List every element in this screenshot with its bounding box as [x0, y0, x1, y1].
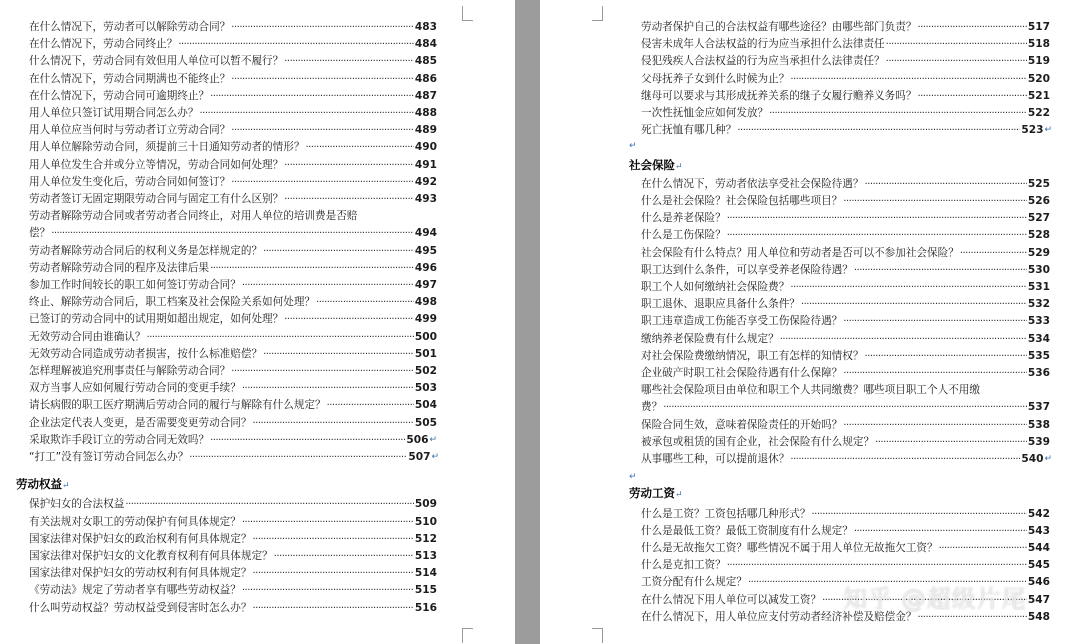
toc-entry-title: 什么是克扣工资？	[641, 559, 726, 572]
dot-leader	[864, 348, 1026, 365]
toc-entry-title: 在什么情况下，劳动合同可逾期终止？	[29, 89, 210, 102]
toc-entry-title: 用人单位解除劳动合同，须提前三十日通知劳动者的情形？	[29, 141, 305, 154]
toc-page-number: 487	[414, 89, 437, 102]
toc-entry[interactable]	[29, 496, 437, 513]
toc-page-number: 507	[408, 451, 431, 463]
toc-page-number: 529	[1027, 246, 1050, 259]
toc-entry-title: 保险合同生效，意味着保险责任的开始吗？	[641, 418, 843, 431]
toc-entry[interactable]	[29, 191, 437, 208]
toc-entry[interactable]	[641, 105, 1050, 122]
toc-entry-title: 费？	[641, 401, 663, 414]
toc-page-left	[0, 0, 515, 644]
toc-entry[interactable]	[641, 122, 1052, 139]
toc-entry-title: 社会保险有什么特点？用人单位和劳动者是否可以不参加社会保险？	[641, 246, 959, 259]
paragraph-mark: ↵	[429, 434, 437, 445]
paragraph-mark: ↵	[629, 141, 637, 152]
dot-leader	[284, 53, 414, 70]
toc-entry[interactable]	[641, 210, 1050, 227]
toc-entry[interactable]	[29, 174, 437, 191]
toc-page-number: 522	[1027, 107, 1050, 119]
toc-entry-title: 侵犯残疾人合法权益的行为应当承担什么法律责任？	[641, 55, 885, 68]
toc-entry-title: 什么是社会保险？社会保险包括哪些项目？	[641, 195, 843, 207]
toc-page-number: 501	[414, 347, 437, 360]
dot-leader	[886, 53, 1027, 70]
toc-page-number: 510	[414, 515, 437, 528]
toc-entry-title: 国家法律对保护妇女的政治权利有何具体规定？	[29, 532, 252, 545]
toc-entry[interactable]	[641, 348, 1050, 365]
toc-entry-title: 职工退休、退职应具备什么条件？	[641, 298, 800, 311]
toc-entry[interactable]	[641, 227, 1050, 244]
toc-entry-title: 劳动者解除劳动合同或者劳动者合同终止，对用人单位的培训费是否赔	[29, 210, 358, 223]
toc-page-number: 523	[1021, 124, 1044, 137]
toc-page-number: 535	[1027, 349, 1050, 362]
dot-leader	[886, 36, 1027, 53]
toc-page-number: 505	[414, 416, 437, 429]
toc-page-number: 514	[414, 567, 437, 580]
section-heading: 劳动权益↵	[16, 477, 70, 492]
dot-leader	[939, 540, 1027, 557]
toc-entry[interactable]	[641, 19, 1050, 36]
toc-page-number: 544	[1027, 542, 1050, 554]
toc-page-number: 540	[1021, 453, 1044, 465]
toc-entry[interactable]	[641, 331, 1050, 348]
toc-page-number: 492	[414, 175, 437, 188]
toc-entry-title: 有关法规对女职工的劳动保护有何具体规定？	[29, 515, 241, 528]
toc-page-number: 495	[414, 244, 437, 257]
toc-entry-title: 在什么情况下用人单位可以减发工资？	[641, 593, 822, 606]
dot-leader	[875, 434, 1027, 451]
dot-leader	[843, 365, 1027, 382]
dot-leader	[231, 19, 414, 36]
toc-page-number: 542	[1027, 507, 1050, 520]
toc-page-number: 496	[414, 261, 437, 274]
toc-entry[interactable]	[641, 296, 1050, 313]
toc-entry[interactable]	[29, 565, 437, 582]
toc-entry-title: 在什么情况下，劳动合同终止？	[29, 38, 178, 51]
toc-entry-title: 国家法律对保护妇女的文化教育权利有何具体规定？	[29, 550, 273, 562]
toc-entry-title: “打工”没有签订劳动合同怎么办？	[29, 451, 189, 463]
dot-leader	[843, 193, 1027, 210]
toc-entry-title: 什么是工资？工资包括哪几种形式？	[641, 507, 811, 520]
toc-page-number: 504	[414, 399, 437, 412]
paragraph-mark: ↵	[1044, 125, 1052, 136]
toc-entry[interactable]	[29, 311, 437, 328]
toc-entry-title: 劳动者保护自己的合法权益有哪些途径？由哪些部门负责？	[641, 21, 917, 33]
dot-leader	[727, 557, 1027, 574]
dot-leader	[178, 36, 414, 53]
toc-entry[interactable]	[29, 157, 437, 174]
toc-entry-title: 父母抚养子女到什么时候为止？	[641, 72, 790, 85]
dot-leader	[252, 531, 413, 548]
toc-page-number: 518	[1027, 38, 1050, 51]
dot-leader	[843, 313, 1027, 330]
toc-entry[interactable]	[29, 88, 437, 105]
toc-entry-title: 工资分配有什么规定？	[641, 576, 747, 589]
paragraph-mark: ↵	[1044, 454, 1052, 464]
dot-leader	[284, 311, 414, 328]
dot-leader	[263, 346, 414, 363]
dot-leader	[210, 432, 405, 449]
dot-leader	[854, 523, 1027, 540]
toc-page-number: 536	[1027, 367, 1050, 379]
toc-entry-title: 终止、解除劳动合同后，职工档案及社会保险关系如何处理？	[29, 296, 316, 309]
toc-entry-title: 缴纳养老保险费有什么规定？	[641, 332, 779, 345]
corner-crop-mark	[592, 628, 603, 643]
toc-entry[interactable]	[29, 432, 437, 449]
toc-entry-title: 用人单位发生变化后，劳动合同如何签订？	[29, 175, 231, 188]
toc-entry[interactable]	[29, 53, 437, 70]
toc-page-number: 503	[414, 382, 437, 395]
dot-leader	[663, 399, 1027, 416]
toc-entry[interactable]	[641, 540, 1050, 557]
dot-leader	[284, 157, 414, 174]
toc-page-number: 500	[414, 330, 437, 343]
toc-page-number: 506	[406, 433, 429, 446]
toc-entry-title: 被承包或租赁的国有企业，社会保险有什么规定？	[641, 435, 875, 448]
toc-page-number: 520	[1027, 72, 1050, 85]
dot-leader	[147, 329, 414, 346]
toc-entry[interactable]	[29, 36, 437, 53]
dot-leader	[737, 122, 1020, 139]
toc-entry-title: 职工个人如何缴纳社会保险费？	[641, 281, 790, 293]
toc-entry[interactable]	[29, 548, 437, 565]
dot-leader	[327, 397, 414, 414]
toc-entry[interactable]	[641, 279, 1050, 296]
toc-page-number: 525	[1027, 177, 1050, 190]
corner-crop-mark	[462, 6, 473, 21]
dot-leader	[316, 294, 414, 311]
toc-page-number: 502	[414, 365, 437, 377]
toc-entry-title: 已签订的劳动合同中的试用期如超出规定，如何处理？	[29, 313, 284, 326]
section-heading: 劳动工资↵	[629, 486, 683, 501]
toc-page-number: 489	[414, 124, 437, 137]
toc-entry-title: 什么情况下，劳动合同有效但用人单位可以暂不履行？	[29, 55, 284, 68]
dot-leader	[790, 451, 1020, 468]
toc-entry[interactable]	[29, 277, 437, 294]
dot-leader	[917, 88, 1026, 105]
toc-entry[interactable]	[641, 176, 1050, 193]
toc-entry-title: 什么是养老保险？	[641, 212, 726, 225]
toc-entry-title: 什么叫劳动权益？劳动权益受到侵害时怎么办？	[29, 601, 252, 614]
toc-entry[interactable]	[29, 531, 437, 548]
dot-leader	[252, 565, 413, 582]
toc-entry[interactable]	[641, 193, 1050, 210]
dot-leader	[189, 449, 407, 466]
dot-leader	[200, 105, 414, 122]
section-heading: 社会保险↵	[629, 157, 683, 172]
dot-leader	[843, 417, 1027, 434]
toc-entry-title: 企业破产时职工社会保险待遇有什么保障？	[641, 367, 843, 379]
toc-entry-title: 什么是最低工资？最低工资制度有什么规定？	[641, 524, 853, 537]
toc-page-number: 512	[414, 532, 437, 545]
toc-page-number: 548	[1027, 610, 1050, 623]
corner-crop-mark	[592, 6, 603, 21]
toc-entry-title: 双方当事人应如何履行劳动合同的变更手续？	[29, 382, 241, 395]
toc-page-number: 497	[414, 279, 437, 291]
toc-entry-title: 无效劳动合同由谁确认？	[29, 330, 146, 343]
dot-leader	[790, 71, 1027, 88]
toc-entry[interactable]	[29, 122, 437, 139]
toc-entry-title: 企业法定代表人变更，是否需要变更劳动合同？	[29, 416, 252, 429]
dot-leader	[769, 105, 1027, 122]
toc-entry[interactable]	[641, 245, 1050, 262]
toc-page-number: 513	[414, 550, 437, 562]
toc-page-number: 538	[1027, 418, 1050, 431]
toc-entry-title: 死亡抚恤有哪几种？	[641, 124, 737, 137]
toc-page-number: 509	[414, 498, 437, 511]
toc-entry-title: 对社会保险费缴纳情况，职工有怎样的知情权？	[641, 349, 864, 362]
toc-entry[interactable]	[641, 88, 1050, 105]
paragraph-mark: ↵	[675, 161, 683, 172]
dot-leader	[801, 296, 1027, 313]
dot-leader	[284, 191, 414, 208]
dot-leader	[263, 243, 414, 260]
toc-page-number: 532	[1027, 298, 1050, 311]
toc-entry[interactable]	[29, 380, 437, 397]
toc-entry[interactable]	[641, 506, 1050, 523]
toc-entry-title: 参加工作时间较长的职工如何签订劳动合同？	[29, 279, 241, 291]
toc-entry[interactable]	[29, 225, 437, 242]
toc-entry[interactable]	[29, 363, 437, 380]
toc-entry-title: 在什么情况下，劳动者可以解除劳动合同？	[29, 21, 231, 33]
dot-leader	[727, 227, 1027, 244]
dot-leader	[231, 71, 414, 88]
toc-entry[interactable]	[641, 71, 1050, 88]
toc-page-number: 516	[414, 601, 437, 614]
toc-page-number: 519	[1027, 55, 1050, 68]
dot-leader	[242, 380, 414, 397]
toc-entry[interactable]	[641, 365, 1050, 382]
toc-page-right	[540, 0, 1080, 644]
toc-page-number: 530	[1027, 263, 1050, 276]
toc-page-number: 486	[414, 72, 437, 85]
toc-entry-title: 国家法律对保护妇女的劳动权利有何具体规定？	[29, 567, 252, 580]
toc-entry[interactable]	[641, 557, 1050, 574]
toc-entry-title: 劳动者解除劳动合同的程序及法律后果	[29, 261, 210, 274]
toc-entry[interactable]	[29, 329, 437, 346]
toc-entry-title: 职工违章造成工伤能否享受工伤保险待遇？	[641, 315, 843, 328]
dot-leader	[51, 225, 414, 242]
toc-entry-title: 请长病假的职工医疗期满后劳动合同的履行与解除有什么规定？	[29, 399, 326, 412]
toc-entry[interactable]	[29, 600, 437, 617]
dot-leader	[854, 262, 1027, 279]
toc-page-number: 484	[414, 38, 437, 51]
dot-leader	[210, 88, 414, 105]
dot-leader	[780, 331, 1027, 348]
toc-page-number: 483	[414, 21, 437, 33]
toc-entry[interactable]	[29, 346, 437, 363]
watermark: 知乎 @超级片尾	[843, 585, 1027, 613]
toc-entry[interactable]	[29, 19, 437, 36]
toc-entry[interactable]	[641, 36, 1050, 53]
toc-entry-title: 偿？	[29, 227, 51, 240]
toc-entry[interactable]	[29, 260, 437, 277]
toc-entry-title: 什么是工伤保险？	[641, 229, 726, 242]
toc-entry[interactable]	[29, 397, 437, 414]
toc-entry-title: 哪些社会保险项目由单位和职工个人共同缴费？哪些项目职工个人不用缴	[641, 384, 980, 397]
dot-leader	[917, 19, 1026, 36]
paragraph-mark: ↵	[62, 481, 70, 492]
dot-leader	[242, 277, 414, 294]
toc-entry[interactable]	[641, 523, 1050, 540]
paragraph-mark: ↵	[629, 472, 637, 483]
toc-entry[interactable]	[29, 582, 437, 599]
toc-entry-title: 《劳动法》规定了劳动者享有哪些劳动权益？	[29, 584, 241, 597]
toc-entry-title: 保护妇女的合法权益	[29, 498, 125, 511]
toc-entry[interactable]	[641, 53, 1050, 70]
toc-entry[interactable]	[29, 514, 437, 531]
toc-page-number: 485	[414, 55, 437, 68]
toc-page-number: 490	[414, 141, 437, 154]
toc-page-number: 528	[1027, 229, 1050, 242]
toc-page-number: 539	[1027, 435, 1050, 448]
toc-page-number: 521	[1027, 89, 1050, 102]
toc-page-number: 493	[414, 193, 437, 205]
toc-entry[interactable]	[29, 449, 439, 466]
toc-page-number: 494	[414, 227, 437, 240]
toc-page-number: 537	[1027, 401, 1050, 414]
toc-entry[interactable]	[641, 451, 1052, 468]
toc-page-number: 546	[1027, 576, 1050, 589]
toc-entry-title: 用人单位发生合并或分立等情况，劳动合同如何处理？	[29, 158, 284, 171]
toc-entry-title: 一次性抚恤金应如何发放？	[641, 107, 769, 119]
toc-entry[interactable]	[29, 294, 437, 311]
toc-entry-title: 职工达到什么条件，可以享受养老保险待遇？	[641, 263, 853, 276]
toc-page-number: 491	[414, 158, 437, 171]
toc-entry-title: 用人单位只签订试用期合同怎么办？	[29, 107, 199, 119]
corner-crop-mark	[462, 628, 473, 643]
toc-entry-title: 劳动者签订无固定期限劳动合同与固定工有什么区别？	[29, 193, 284, 205]
toc-page-number: 526	[1027, 195, 1050, 207]
toc-entry-title: 在什么情况下，劳动者依法享受社会保险待遇？	[641, 177, 864, 190]
toc-entry[interactable]	[641, 434, 1050, 451]
toc-entry[interactable]	[641, 399, 1050, 416]
toc-entry[interactable]	[641, 417, 1050, 434]
dot-leader	[252, 415, 413, 432]
dot-leader	[231, 174, 414, 191]
dot-leader	[125, 496, 414, 513]
toc-entry[interactable]	[29, 243, 437, 260]
toc-page-number: 533	[1027, 315, 1050, 328]
dot-leader	[210, 260, 414, 277]
dot-leader	[274, 548, 414, 565]
toc-page-number: 545	[1027, 559, 1050, 572]
toc-entry-title: 采取欺诈手段订立的劳动合同无效吗？	[29, 433, 210, 446]
toc-entry-title: 继母可以要求与其形成抚养关系的继子女履行赡养义务吗？	[641, 89, 917, 102]
toc-page-number: 499	[414, 313, 437, 326]
toc-entry-title: 在什么情况下，用人单位应支付劳动者经济补偿及赔偿金？	[641, 610, 917, 623]
toc-entry[interactable]	[29, 139, 437, 156]
toc-entry-title: 劳动者解除劳动合同后的权利义务是怎样规定的？	[29, 244, 263, 257]
dot-leader	[231, 122, 414, 139]
dot-leader	[242, 514, 414, 531]
paragraph-mark: ↵	[431, 452, 439, 462]
toc-page-number: 498	[414, 296, 437, 309]
toc-page-number: 488	[414, 107, 437, 119]
toc-page-number: 547	[1027, 593, 1050, 606]
toc-page-number: 531	[1027, 281, 1050, 293]
toc-entry-title: 什么是无故拖欠工资？哪些情况不属于用人单位无故拖欠工资？	[641, 542, 938, 554]
toc-entry[interactable]	[29, 105, 437, 122]
toc-entry-title: 无效劳动合同造成劳动者损害，按什么标准赔偿？	[29, 347, 263, 360]
toc-page-number: 534	[1027, 332, 1050, 345]
dot-leader	[812, 506, 1027, 523]
toc-entry[interactable]	[29, 415, 437, 432]
toc-entry-title: 在什么情况下，劳动合同期满也不能终止？	[29, 72, 231, 85]
toc-entry[interactable]	[641, 313, 1050, 330]
toc-page-number: 515	[414, 584, 437, 597]
toc-entry-title: 侵害未成年人合法权益的行为应当承担什么法律责任	[641, 38, 885, 51]
toc-entry[interactable]	[29, 71, 437, 88]
dot-leader	[252, 600, 413, 617]
toc-entry-title: 用人单位应当何时与劳动者订立劳动合同？	[29, 124, 231, 137]
toc-page-number: 517	[1027, 21, 1050, 33]
toc-page-number: 543	[1027, 524, 1050, 537]
dot-leader	[242, 582, 414, 599]
toc-entry-title: 从事哪些工种，可以提前退休？	[641, 453, 790, 465]
dot-leader	[864, 176, 1026, 193]
paragraph-mark: ↵	[675, 490, 683, 501]
toc-entry[interactable]	[641, 262, 1050, 279]
dot-leader	[790, 279, 1027, 296]
dot-leader	[960, 245, 1027, 262]
dot-leader	[727, 210, 1027, 227]
toc-page-number: 527	[1027, 212, 1050, 225]
dot-leader	[305, 139, 413, 156]
dot-leader	[231, 363, 414, 380]
toc-entry-title: 怎样理解被追究刑事责任与解除劳动合同？	[29, 365, 231, 377]
